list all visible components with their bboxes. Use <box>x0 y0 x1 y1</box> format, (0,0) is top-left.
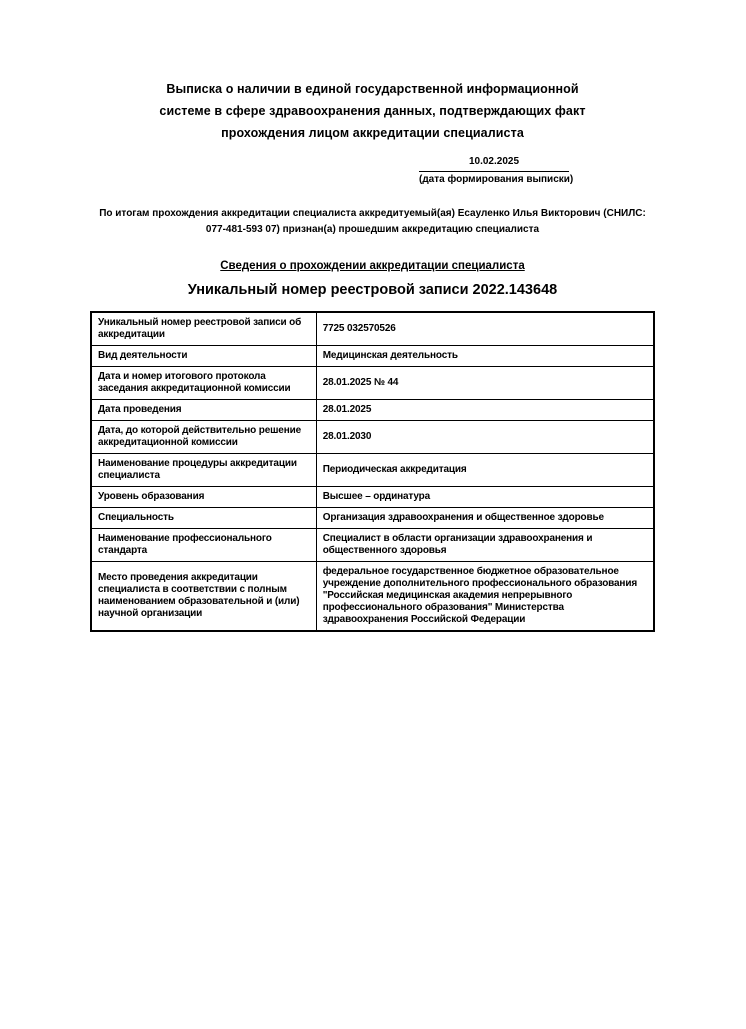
table-row <box>91 421 654 454</box>
registry-number-heading: Уникальный номер реестровой записи 2022.143648 <box>187 282 558 298</box>
row-value: Организация здравоохранения и общественное здоровье <box>316 508 654 529</box>
document-title <box>90 78 655 144</box>
row-value: 28.01.2030 <box>316 421 654 454</box>
accreditation-table <box>90 311 655 632</box>
issue-date-block <box>419 156 574 186</box>
table-row <box>91 346 654 367</box>
row-value: Медицинская деятельность <box>316 346 654 367</box>
row-label: Уровень образования <box>91 487 316 508</box>
row-label: Вид деятельности <box>91 346 316 367</box>
row-value: Высшее – ординатура <box>316 487 654 508</box>
table-row <box>91 508 654 529</box>
table-row <box>91 454 654 487</box>
row-value: Специалист в области организации здравоохранения и общественного здоровья <box>316 529 654 562</box>
row-label: Дата проведения <box>91 400 316 421</box>
table-row <box>91 312 654 346</box>
intro-paragraph: По итогам прохождения аккредитации специалиста аккредитуемый(ая) Есауленко Илья Викторович (СНИЛС: 077-481-593 07) признан(а) прошедшим аккредитацию специалиста <box>99 208 646 235</box>
table-row <box>91 367 654 400</box>
row-label: Дата и номер итогового протокола заседания аккредитационной комиссии <box>91 367 316 400</box>
issue-date: 10.02.2025 <box>419 156 569 172</box>
row-label: Специальность <box>91 508 316 529</box>
row-label: Уникальный номер реестровой записи об аккредитации <box>91 312 316 346</box>
issue-date-caption: (дата формирования выписки) <box>419 174 574 185</box>
section-heading: Сведения о прохождении аккредитации специалиста <box>220 260 525 272</box>
document-title-line: системе в сфере здравоохранения данных, подтверждающих факт <box>159 104 586 118</box>
row-value: федеральное государственное бюджетное образовательное учреждение дополнительного профессионального образования "Российская медицинская академия непрерывного профессионального образования" Министерства здравоохранения Российской Федерации <box>316 562 654 632</box>
document-title-line: Выписка о наличии в единой государственной информационной <box>166 82 579 96</box>
row-value: 7725 032570526 <box>316 312 654 346</box>
table-row <box>91 400 654 421</box>
table-row <box>91 487 654 508</box>
document-title-line: прохождения лицом аккредитации специалиста <box>221 126 524 140</box>
table-row <box>91 529 654 562</box>
row-label: Дата, до которой действительно решение аккредитационной комиссии <box>91 421 316 454</box>
row-label: Наименование процедуры аккредитации специалиста <box>91 454 316 487</box>
row-value: 28.01.2025 № 44 <box>316 367 654 400</box>
row-label: Наименование профессионального стандарта <box>91 529 316 562</box>
row-label: Место проведения аккредитации специалиста в соответствии с полным наименованием образовательной и (или) научной организации <box>91 562 316 632</box>
row-value: Периодическая аккредитация <box>316 454 654 487</box>
table-row <box>91 562 654 632</box>
row-value: 28.01.2025 <box>316 400 654 421</box>
